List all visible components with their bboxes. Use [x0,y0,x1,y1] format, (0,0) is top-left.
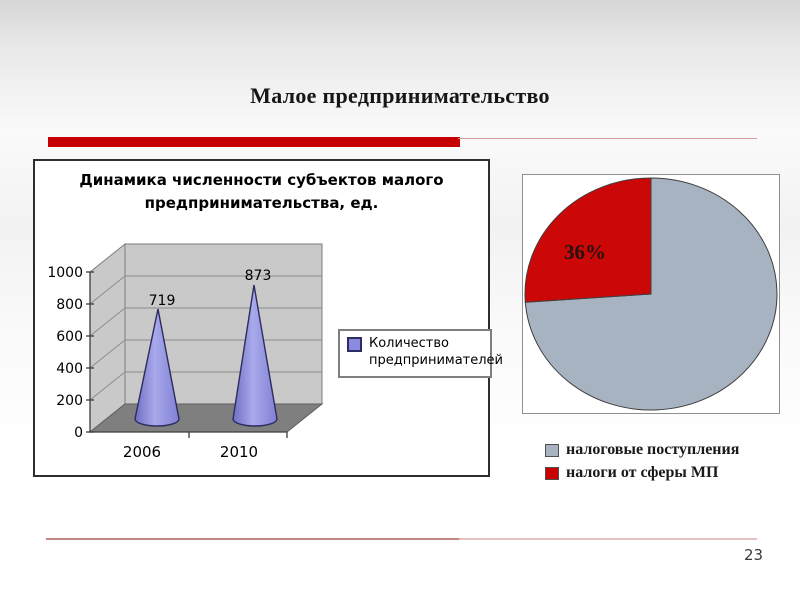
pie-chart-legend [545,441,739,487]
page-number: 23 [744,546,764,564]
ytick-800: 800 [56,297,83,313]
cone-chart [33,159,503,477]
legend-swatch-cone-icon [347,337,362,352]
legend-swatch-red-icon [545,467,559,480]
pie-slice-label: 36% [564,240,606,264]
pie-legend-label-gray: налоговые поступления [566,441,740,458]
title-accent-bar [48,137,460,147]
cone-chart-legend [338,329,503,378]
cone-legend-label: Количество предпринимателей [369,336,503,368]
cone-chart-title: Динамика численности субъектов малого предпринимательства, ед. [79,171,444,212]
xlabel-2010: 2010 [219,443,259,461]
xlabel-2006: 2006 [122,443,162,461]
slide-title: Малое предпринимательство [250,83,550,108]
datalabel-2010: 873 [244,268,272,284]
ytick-400: 400 [56,361,83,377]
pie-legend-label-red: налоги от сферы МП [566,464,719,481]
floor [90,404,322,432]
title-accent-line [458,138,757,139]
pie-chart [522,174,780,414]
footer-accent-line-right [459,538,757,540]
ytick-0: 0 [74,425,83,441]
ytick-1000: 1000 [47,265,83,281]
pie-chart-plot [523,175,779,413]
footer-accent-line-left [46,538,459,540]
datalabel-2006: 719 [148,293,176,309]
pie-legend-row-red [545,464,739,482]
side-wall [90,244,125,432]
pie-legend-row-gray [545,441,739,459]
ytick-600: 600 [56,329,83,345]
legend-swatch-gray-icon [545,444,559,457]
ytick-200: 200 [56,393,83,409]
